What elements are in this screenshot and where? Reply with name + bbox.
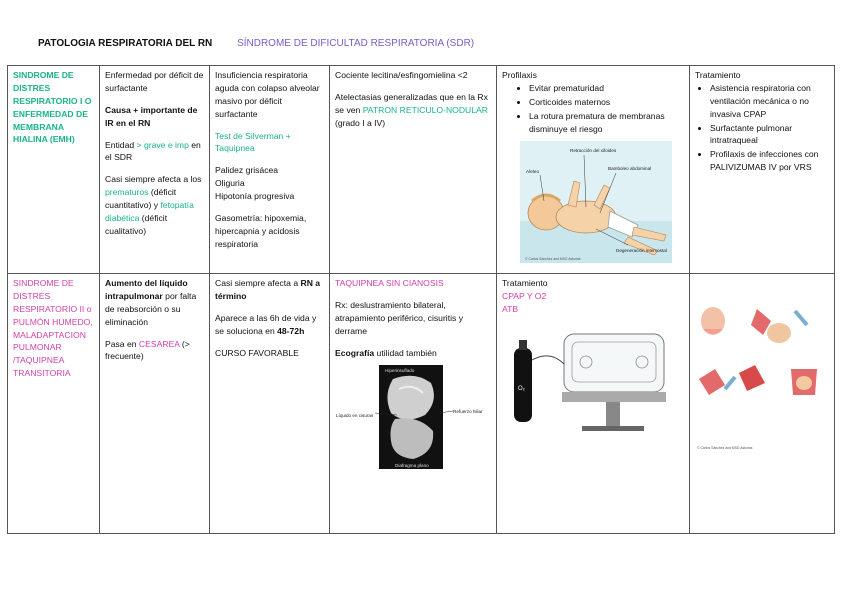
fig-label: Aleteo: [526, 169, 540, 175]
highlight: fetopatía diabética: [105, 200, 194, 224]
fig-label: Refuerzo hiliar: [453, 409, 483, 415]
text: utilidad también: [374, 347, 437, 358]
text: Aumento del líquido intrapulmonar: [105, 278, 188, 301]
cell-diagnosis-emh: [330, 66, 497, 274]
text: RN a término: [215, 278, 321, 301]
cell-diagnosis-ttn: [330, 274, 497, 534]
list-item: • Surfactante pulmonar intratraqueal: [710, 122, 829, 148]
text: Cociente lecitina/esfingomielina <2: [335, 70, 468, 80]
text: CURSO FAVORABLE: [215, 347, 299, 358]
text: (> frecuente): [105, 338, 190, 362]
treatment-list: [695, 82, 829, 174]
text: [335, 347, 491, 360]
highlight: ATB: [502, 303, 519, 314]
list-item: • Profilaxis de infecciones con PALIVIZUMAB IV por VRS: [710, 148, 829, 174]
text: Palidez grisácea: [215, 165, 279, 176]
list-item: • Evitar prematuridad: [529, 82, 684, 95]
fig-label: Bamboleo abdominal: [608, 166, 652, 172]
highlight: prematuros: [105, 187, 149, 198]
row-ttn: [8, 274, 835, 534]
text: Casi siempre afecta a: [215, 278, 301, 288]
highlight: Test de Silverman + Taquipnea: [215, 130, 291, 154]
list-item: • La rotura prematura de membranas disminuye el riesgo: [529, 110, 684, 136]
row-emh: [8, 66, 835, 274]
cell-treatment-ttn: [497, 274, 690, 534]
list-item: • Corticoides maternos: [529, 96, 684, 109]
page-subtitle: SÍNDROME DE DIFICULTAD RESPIRATORIA (SDR): [237, 38, 475, 49]
cell-title: Profilaxis: [502, 70, 537, 80]
cell-etiology-emh: [100, 66, 210, 274]
highlight: PATRON RETICULO-NODULAR: [362, 104, 488, 115]
text: Causa + importante de IR en el RN: [105, 104, 198, 128]
text: Casi siempre afecta a los: [105, 174, 202, 185]
text: [335, 91, 491, 130]
cell-clinical-emh: [210, 66, 330, 274]
text: [105, 277, 204, 329]
fig-label: Retracción del xifoides: [570, 148, 617, 154]
text: Enfermedad por déficit de surfactante: [105, 70, 204, 93]
cesarean-illustrations: [695, 303, 829, 451]
text: [215, 312, 324, 338]
text: en el SDR: [105, 139, 201, 163]
text: Ecografía: [335, 347, 375, 358]
text: Gasometría: hipoxemia, hipercapnia y acidosis respiratoria: [215, 213, 307, 249]
text: 48-72h: [277, 325, 305, 336]
text: Atelectasias generalizadas que en la Rx se ven: [335, 91, 488, 115]
highlight: > grave e imp: [136, 139, 189, 150]
list-item: • Asistencia respiratoria con ventilación mecánica o no invasiva CPAP: [710, 82, 829, 121]
text: (déficit cualitativo): [105, 213, 168, 236]
fig-label: Degeneración intercostal: [616, 248, 667, 254]
fig-copyright: © Carlos Sánchez and MSD Asturias: [697, 446, 753, 450]
highlight: CPAP Y O2: [502, 290, 547, 301]
cell-etiology-ttn: [100, 274, 210, 534]
fig-label: Hiperinsuflado: [385, 368, 415, 374]
prophylaxis-list: [514, 82, 684, 136]
sdr-table: [7, 65, 835, 534]
text: [105, 173, 204, 237]
cell-prophylaxis-emh: [497, 66, 690, 274]
text: Insuficiencia respiratoria aguda con colapso alveolar masivo por déficit surfactante: [215, 70, 320, 119]
text: (grado I a IV): [335, 117, 386, 128]
fig-label: Diafragma plano: [395, 463, 429, 469]
text: [215, 277, 324, 303]
cell-disease-emh: [8, 66, 100, 274]
text: por falta de reabsorción o su eliminación: [105, 290, 197, 327]
disease-name: SINDROME DE DISTRES RESPIRATORIO II o PULMÓN HUMEDO, MALADAPTACION PULMONAR /TAQUIPNEA TRANSITORIA: [13, 278, 93, 379]
text: (déficit cuantitativo) y: [105, 187, 177, 211]
text: [215, 164, 324, 203]
text: Oliguria: [215, 178, 245, 189]
text: Entidad: [105, 139, 137, 150]
fig-label: Líquido en cisuras: [336, 413, 374, 419]
text: Hipotonía progresiva: [215, 191, 295, 202]
cell-images-ttn: [690, 274, 835, 534]
infant-retraction-illustration: [520, 141, 672, 263]
lung-xray-illustration: [335, 361, 491, 473]
text: Rx: deslustramiento bilateral, atrapamiento periférico, cisuritis y derrame: [335, 299, 463, 336]
page-header: [38, 38, 474, 49]
incubator-o2-illustration: [502, 320, 670, 440]
cell-title: Tratamiento: [502, 278, 548, 288]
text: [105, 338, 204, 364]
text: [105, 139, 204, 165]
text: Pasa en: [105, 338, 139, 349]
text: Aparece a las 6h de vida y se soluciona en: [215, 312, 317, 336]
fig-copyright: © Carlos Sánchez and MSD Asturias: [525, 257, 581, 262]
highlight: CESAREA: [138, 338, 180, 349]
o2-label: O₂: [518, 385, 525, 392]
page-title: PATOLOGIA RESPIRATORIA DEL RN: [38, 38, 213, 49]
cell-treatment-emh: [690, 66, 835, 274]
cell-disease-ttn: [8, 274, 100, 534]
cell-clinical-ttn: [210, 274, 330, 534]
highlight: TAQUIPNEA SIN CIANOSIS: [335, 278, 444, 288]
cell-title: Tratamiento: [695, 70, 741, 80]
disease-name: SINDROME DE DISTRES RESPIRATORIO I O ENFERMEDAD DE MEMBRANA HIALINA (EMH): [13, 70, 92, 145]
